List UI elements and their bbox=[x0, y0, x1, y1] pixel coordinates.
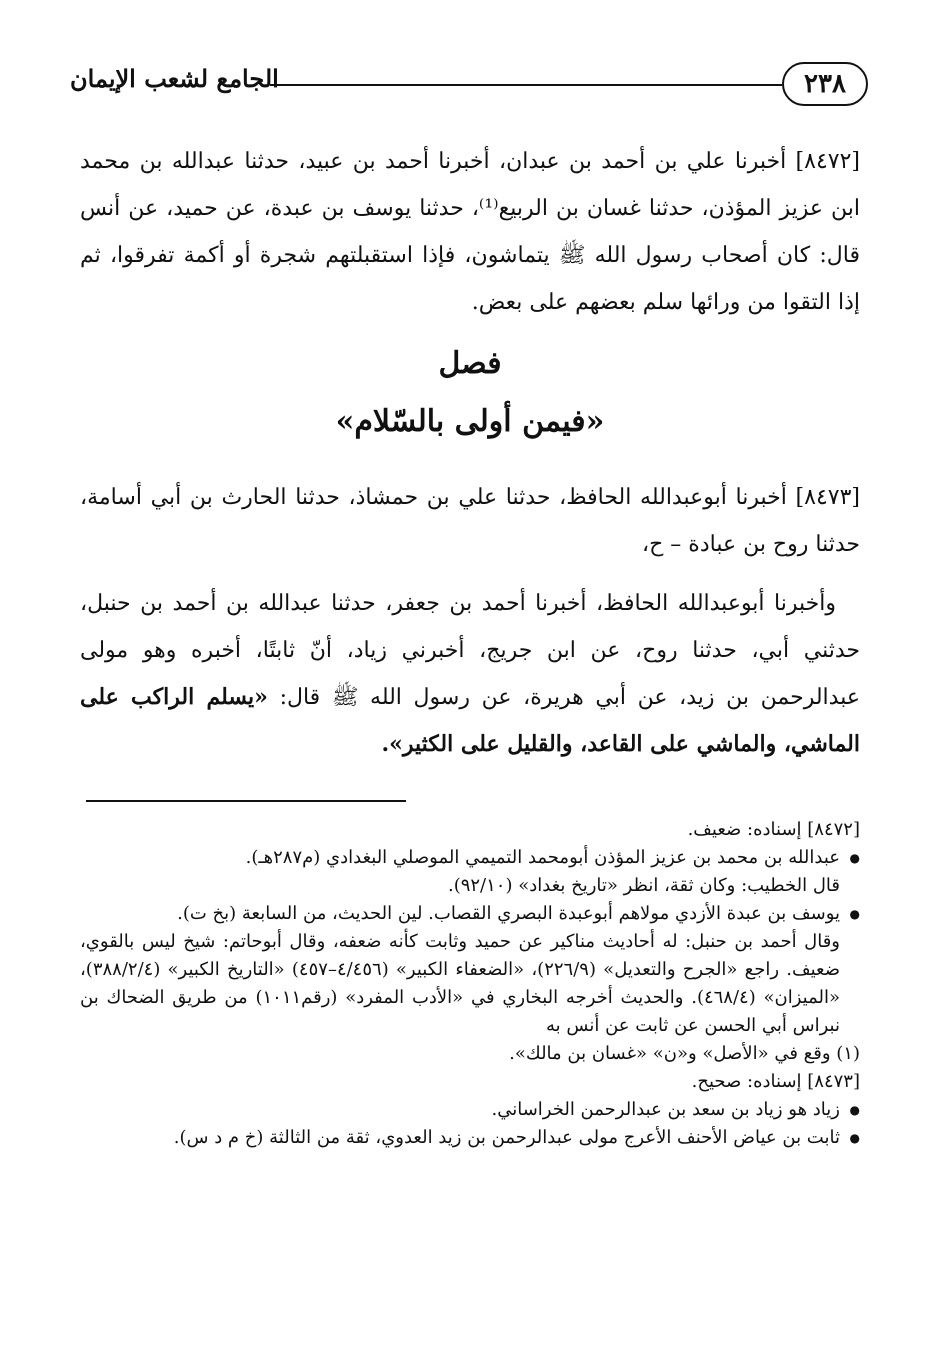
section-subtitle: «فيمن أولى بالسّلام» bbox=[335, 404, 605, 439]
running-title: الجامع لشعب الإيمان bbox=[70, 64, 279, 93]
hadith-8472: [٨٤٧٢] أخبرنا علي بن أحمد بن عبدان، أخبرنا أحمد بن عبيد، حدثنا عبدالله بن محمد ابن عزيز المؤذن، حدثنا غسان بن الربيع⁽¹⁾، حدثنا يوسف بن عبدة، عن حميد، عن أنس قال: كان أصحاب رسول الله ﷺ يتماشون، فإذا استقبلتهم شجرة أو أكمة تفرقوا، ثم إذا التقوا من ورائها سلم بعضهم على بعض. bbox=[80, 149, 860, 315]
footnote-8472-narrator-2: ● يوسف بن عبدة الأزدي مولاهم أبوعبدة البصري القصاب. لين الحديث، من السابعة (بخ ت). bbox=[80, 900, 860, 928]
header-rule bbox=[270, 84, 782, 86]
footnote-8472-narrator-2-note: وقال أحمد بن حنبل: له أحاديث مناكير عن حميد وثابت كأنه ضعفه، وقال أبوحاتم: شيخ ليس بالقوي، ضعيف. راجع «الجرح والتعديل» (٢٢٦/٩)، «الضعفاء الكبير» (٤/٤٥٦–٤٥٧) «التاريخ الكبير» (٣٨٨/٢/٤)، «الميزان» (٤٦٨/٤). والحديث أخرجه البخاري في «الأدب المفرد» (رقم١٠١١) من طريق الضحاك بن نبراس أبي الحسن عن ثابت عن أنس به bbox=[80, 931, 841, 1036]
footnote-8472-head: [٨٤٧٢] إسناده: ضعيف. bbox=[687, 819, 860, 840]
section-title: فصل bbox=[438, 346, 502, 381]
footnote-8473-head: [٨٤٧٣] إسناده: صحيح. bbox=[691, 1071, 860, 1092]
footnote-8472-narrator-1: ● عبدالله بن محمد بن عزيز المؤذن أبومحمد التميمي الموصلي البغدادي (م٢٨٧هـ). bbox=[80, 844, 860, 872]
hadith-8473: [٨٤٧٣] أخبرنا أبوعبدالله الحافظ، حدثنا علي بن حمشاذ، حدثنا الحارث بن أبي أسامة، حدثنا روح بن عبادة – ح، bbox=[80, 485, 860, 557]
prophetic-saying: «يسلم الراكب على الماشي، والماشي على القاعد، والقليل على الكثير». bbox=[80, 684, 860, 757]
footnote-8472-narrator-1-note: قال الخطيب: وكان ثقة، انظر «تاريخ بغداد» (٩٢/١٠). bbox=[447, 875, 840, 896]
footnotes bbox=[80, 816, 860, 1152]
footnote-1: (١) وقع في «الأصل» و«ن» «غسان بن مالك». bbox=[509, 1043, 860, 1064]
footnote-8473-narrator-2: ● ثابت بن عياض الأحنف الأعرج مولى عبدالرحمن بن زيد العدوي، ثقة من الثالثة (خ م د س). bbox=[80, 1124, 860, 1152]
page-number-badge: ٢٣٨ bbox=[782, 62, 868, 106]
footnote-8473-narrator-1: ● زياد هو زياد بن سعد بن عبدالرحمن الخراساني. bbox=[80, 1096, 860, 1124]
page-header bbox=[70, 58, 868, 118]
hadith-8473-second-chain-text: وأخبرنا أبوعبدالله الحافظ، أخبرنا أحمد بن جعفر، حدثنا عبدالله بن أحمد بن حنبل، حدثني أبي، حدثنا روح، عن ابن جريج، أخبرني زياد، أنّ ثابتًا، أخبره وهو مولى عبدالرحمن بن زيد، عن أبي هريرة، عن رسول الله ﷺ قال: bbox=[80, 591, 860, 710]
footnote-rule bbox=[86, 800, 406, 802]
hadith-8473-second-chain bbox=[80, 580, 860, 768]
